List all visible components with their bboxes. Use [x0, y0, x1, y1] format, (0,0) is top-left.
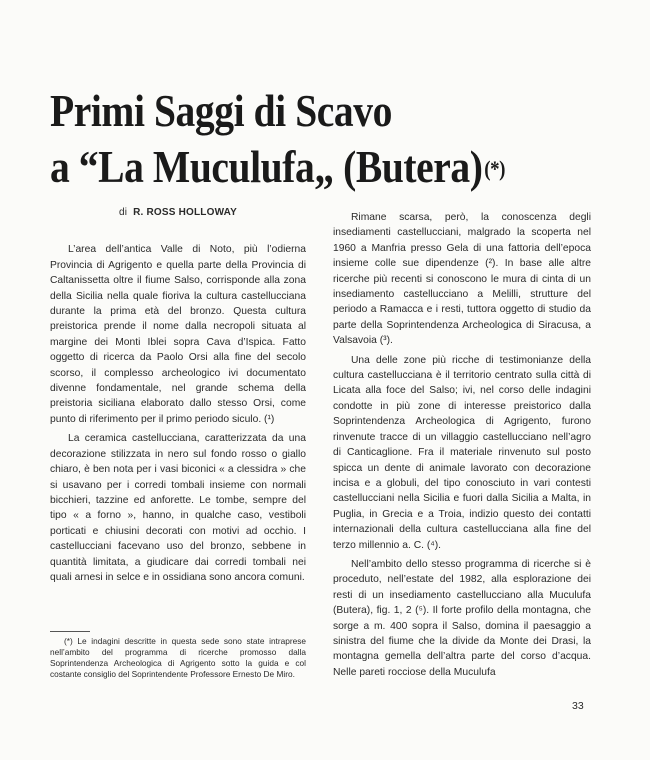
- left-paragraph-1: L’area dell’antica Valle di Noto, più l’odierna Provincia di Agrigento e quella parte della Provincia di Caltanissetta oltre il fiume Salso, corrisponde alla zona della Sicilia nella quale fioriva la cultura castellucciana durante la prima età del bronzo. Questa cultura preistorica prende il nome dalla necropoli situata al margine dei Monti Iblei sopra Cava d’Ispica. Fatto oggetto di ricerca da Paolo Orsi alla fine del secolo scorso, il complesso archeologico ivi documentato divenne fondamentale, nel grande schema della preistoria siciliana elaborato dallo stesso Orsi, come punto di riferimento per il primo periodo siculo. (¹): [50, 244, 306, 425]
- author-line: [50, 205, 306, 220]
- right-paragraph-2: Una delle zone più ricche di testimonianze della cultura castellucciana è il territorio centrato sulla città di Licata alla foce del Salso; ivi, nel corso delle indagini condotte in più zone di interesse preistorico dalla Soprintendenza Archeologica di Agrigento, furono rinvenute tracce di un villaggio castellucciano nell’agro di Canticaglione. Fra il materiale rinvenuto sul posto spicca un dente di animale lavorato con decorazione incisa e a globuli, del tipo conosciuto in vari contesti castellucciani nella Sicilia e fuori dalla Sicilia a Malta, in Puglia, in Grecia e a Troia, indizio questo dei contatti internazionali della cultura castellucciana alla fine del terzo millennio a. C. (⁴).: [333, 354, 591, 551]
- left-paragraph-2: La ceramica castellucciana, caratterizzata da una decorazione stilizzata in nero sul fondo rosso o giallo chiaro, è ben nota per i vasi biconici « a clessidra » che si usavano per i corredi tombali insieme con normali bicchieri, tazzine ed anforette. Le tombe, sempre del tipo « a forno », hanno, in qualche caso, vestiboli porticati e chiusini decorati con motivi ad occhio. I castellucciani facevano uso del bronzo, sebbene in quantità limitata, a giudicare dai corredi tombali nei quali arnesi in selce e in ossidiana sono ancora comuni.: [50, 433, 306, 583]
- author-name: R. ROSS HOLLOWAY: [133, 207, 238, 218]
- author-prefix: di: [118, 207, 128, 218]
- right-paragraph-3: Nell’ambito dello stesso programma di ricerche si è proceduto, nell’estate del 1982, alla esplorazione dei resti di un insediamento castellucciano alla Muculufa (Butera), fig. 1, 2 (⁵). Il forte profilo della montagna, che sorge a m. 400 sopra il Salso, domina il paesaggio a sinistra del fiume che la divide da Monte dei Drasi, la montagna gemella dell’altra parte del corso d’acqua. Nelle pareti rocciose della Muculufa: [333, 558, 591, 678]
- title-line-2: [50, 139, 532, 195]
- page-number: 33: [572, 700, 584, 712]
- title-line-2-text: a “La Muculufa„ (Butera): [50, 140, 483, 192]
- title-line-1: Primi Saggi di Scavo: [50, 84, 392, 136]
- footnote: (*) Le indagini descritte in questa sede sono state intraprese nell’ambito del programma di ricerche promosso dalla Soprintendenza Archeologica di Agrigento sotto la guida e col costante consiglio del Soprintendente Professore Ernesto De Miro.: [50, 636, 306, 679]
- left-column: [50, 205, 306, 589]
- title-note-mark: (*): [484, 155, 506, 181]
- right-column: [333, 210, 591, 684]
- article-title: [50, 83, 532, 195]
- footnote-divider: [50, 631, 90, 632]
- right-paragraph-1: Rimane scarsa, però, la conoscenza degli insediamenti castellucciani, malgrado la scoperta nel 1960 a Manfria presso Gela di una fattoria dell’epoca insieme colle sue dipendenze (²). In base alle altre ricerche più recenti si conoscono le mura di cinta di un insediamento castellucciano a Melilli, strutture del periodo a Ramacca e i resti, tuttora oggetto di studio da parte della Soprintendenza Archeologica di Siracusa, a Valsavoia (³).: [333, 212, 591, 347]
